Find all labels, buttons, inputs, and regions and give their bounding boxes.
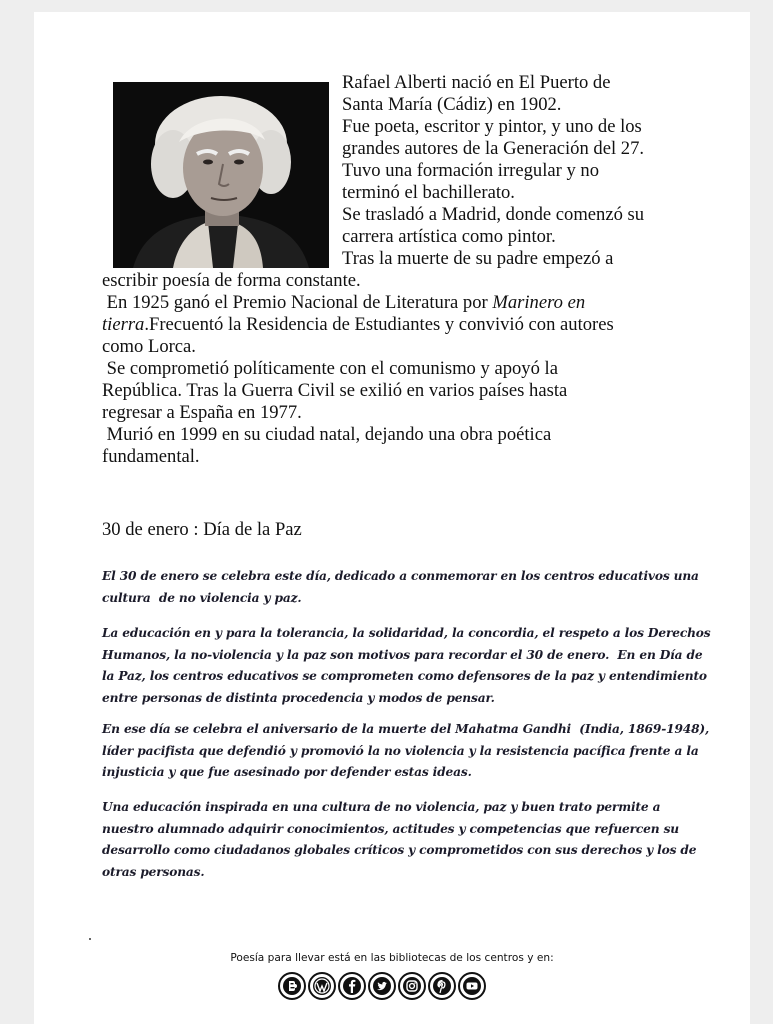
biography-text (102, 72, 712, 468)
book-title: Marinero en (492, 292, 586, 313)
paragraph-line: cultura de no violencia y paz. (102, 590, 302, 605)
bio-line: Tras la muerte de su padre empezó a (342, 248, 614, 269)
book-title-continued: tierra (102, 314, 145, 335)
bio-line: escribir poesía de forma constante. (102, 270, 361, 291)
paragraph-line: líder pacifista que defendió y promovió la no violencia y la resistencia pacífica frente a la (102, 743, 699, 758)
bio-text-segment: .Frecuentó la Residencia de Estudiantes y convivió con autores (144, 314, 614, 335)
paragraph-line: La educación en y para la tolerancia, la solidaridad, la concordia, el respeto a los Derechos (102, 626, 711, 640)
paragraph-4 (102, 797, 702, 883)
paragraph-2 (102, 623, 711, 709)
bio-line (102, 292, 712, 314)
bio-line: grandes autores de la Generación del 27. (342, 138, 645, 159)
paragraph-1 (102, 566, 702, 609)
wordpress-icon[interactable] (308, 972, 336, 1000)
social-icons-row (278, 972, 486, 1000)
bio-line: como Lorca. (102, 336, 196, 357)
paragraph-line: entre personas de distinta procedencia y modos de pensar. (102, 690, 495, 705)
section-title: 30 de enero : Día de la Paz (102, 519, 302, 540)
bio-line: carrera artística como pintor. (342, 226, 556, 247)
paragraph-line: desarrollo como ciudadanos globales críticos y comprometidos con sus derechos y los de (102, 843, 697, 857)
paragraph-line: El 30 de enero se celebra este día, dedicado a conmemorar en los centros educativos una (102, 569, 699, 583)
paragraph-line: Humanos, la no-violencia y la paz son motivos para recordar el 30 de enero. En en Día de (102, 647, 703, 662)
bio-line: Fue poeta, escritor y pintor, y uno de los (342, 116, 642, 137)
pinterest-icon[interactable] (428, 972, 456, 1000)
bio-line: Rafael Alberti nació en El Puerto de (342, 72, 611, 93)
paragraph-line: En ese día se celebra el aniversario de la muerte del Mahatma Gandhi (India, 1869-1948), (102, 722, 710, 736)
paragraph-3 (102, 719, 710, 784)
paragraph-line: injusticia y que fue asesinado por defender estas ideas. (102, 765, 472, 779)
bio-text-segment: En 1925 ganó el Premio Nacional de Literatura por (102, 292, 493, 313)
paragraph-line: la Paz, los centros educativos se comprometen como defensores de la paz y entendimiento (102, 669, 707, 683)
bio-line: fundamental. (102, 446, 200, 467)
facebook-icon[interactable] (338, 972, 366, 1000)
bio-line (102, 314, 712, 336)
instagram-icon[interactable] (398, 972, 426, 1000)
footer-text: Poesía para llevar está en las bibliotecas de los centros y en: (230, 952, 554, 964)
bio-line: República. Tras la Guerra Civil se exilió en varios países hasta (102, 380, 568, 401)
document-page (34, 12, 750, 1024)
paragraph-line: otras personas. (102, 864, 205, 879)
bio-line: Santa María (Cádiz) en 1902. (342, 94, 562, 115)
stray-dot (89, 938, 91, 940)
bio-line: regresar a España en 1977. (102, 402, 302, 423)
bio-line: Se comprometió políticamente con el comunismo y apoyó la (102, 358, 558, 379)
twitter-icon[interactable] (368, 972, 396, 1000)
paragraph-line: Una educación inspirada en una cultura de no violencia, paz y buen trato permite a (102, 800, 661, 814)
bio-line: Se trasladó a Madrid, donde comenzó su (342, 204, 645, 225)
youtube-icon[interactable] (458, 972, 486, 1000)
blogger-icon[interactable] (278, 972, 306, 1000)
paragraph-line: nuestro alumnado adquirir conocimientos, actitudes y competencias que refuercen su (102, 821, 680, 836)
bio-line: terminó el bachillerato. (342, 182, 515, 203)
bio-line: Tuvo una formación irregular y no (342, 160, 599, 181)
bio-line: Murió en 1999 en su ciudad natal, dejando una obra poética (102, 424, 552, 445)
